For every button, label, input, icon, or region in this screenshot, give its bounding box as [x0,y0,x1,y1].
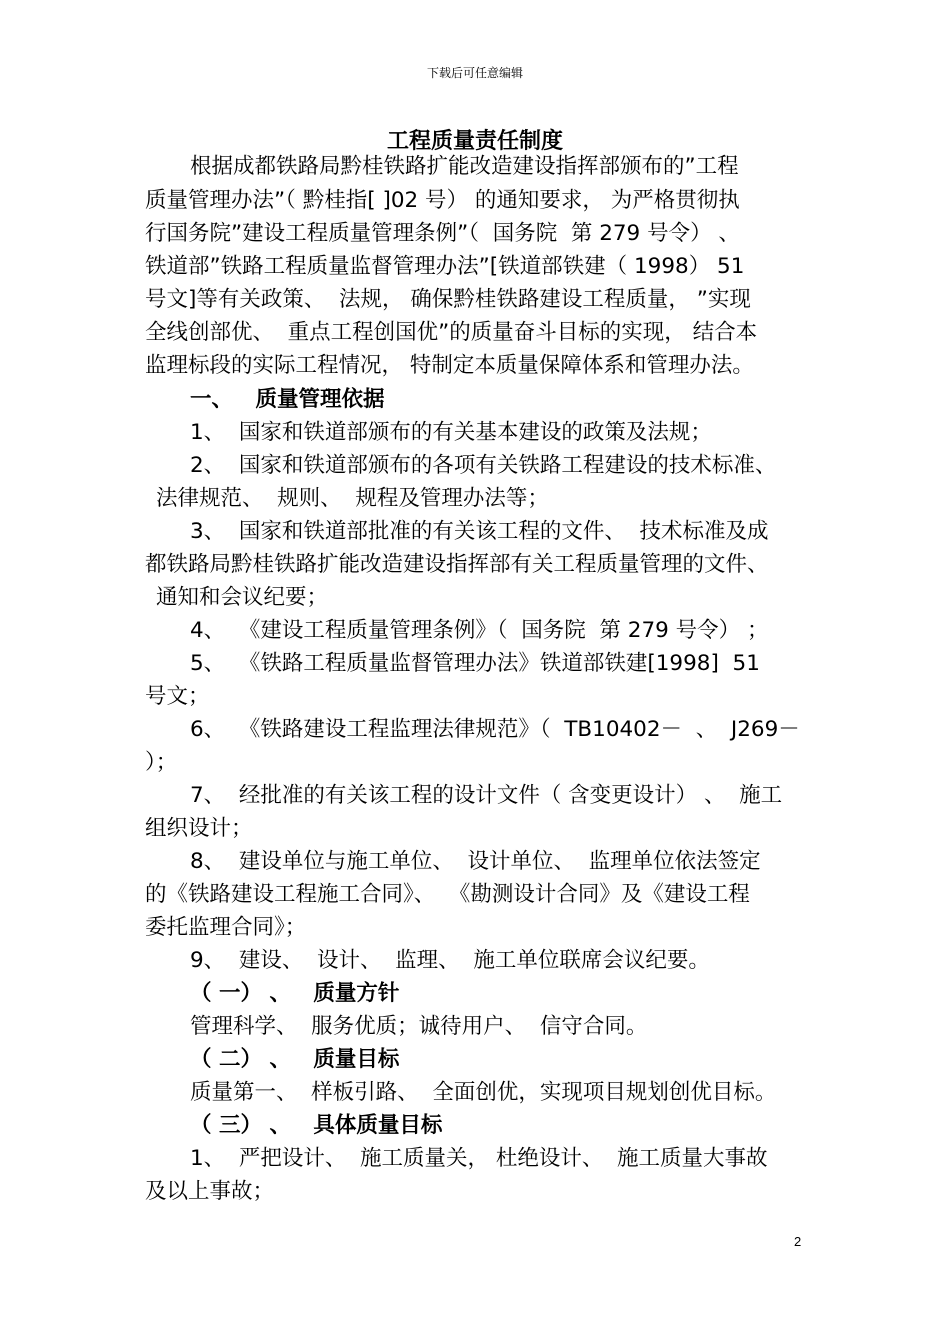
list-item-continuation: 法律规范、 规则、 规程及管理办法等； [156,486,549,511]
list-item-continuation: 都铁路局黔桂铁路扩能改造建设指挥部有关工程质量管理的文件、 [145,552,769,577]
page-number: 2 [794,1234,802,1249]
subsection-heading: （ 二） 、 质量目标 [190,1047,400,1072]
document-title: 工程质量责任制度 [386,129,563,154]
list-item: 5、 《铁路工程质量监督管理办法》铁道部铁建[1998] 51 [190,651,760,676]
list-item-continuation: 组织设计； [145,816,253,841]
list-item-continuation: 及以上事故； [145,1179,275,1204]
body-line: 全线创部优、 重点工程创国优”的质量奋斗目标的实现， 结合本 [145,320,758,345]
list-item-continuation: 的《铁路建设工程施工合同》、 《勘测设计合同》及《建设工程 [145,882,750,907]
body-line: 号文]等有关政策、 法规， 确保黔桂铁路建设工程质量， ”实现 [145,287,751,312]
list-item-continuation: 委托监理合同》； [145,915,307,940]
list-item: 2、 国家和铁道部颁布的各项有关铁路工程建设的技术标准、 [190,453,777,478]
list-item: 8、 建设单位与施工单位、 设计单位、 监理单位依法签定 [190,849,761,874]
list-item: 7、 经批准的有关该工程的设计文件（ 含变更设计） 、 施工 [190,783,783,808]
body-line: 质量管理办法”（ 黔桂指[ ]02 号） 的通知要求， 为严格贯彻执 [145,188,740,213]
list-item: 3、 国家和铁道部批准的有关该工程的文件、 技术标准及成 [190,519,769,544]
body-line: 监理标段的实际工程情况， 特制定本质量保障体系和管理办法。 [145,353,754,378]
list-item-continuation: 通知和会议纪要； [156,585,329,610]
list-item-continuation: 号文； [145,684,210,709]
section-heading: 一、 质量管理依据 [190,387,385,412]
page-header-note: 下载后可任意编辑 [426,66,523,80]
list-item: 1、 严把设计、 施工质量关， 杜绝设计、 施工质量大事故 [190,1146,768,1171]
body-line: 根据成都铁路局黔桂铁路扩能改造建设指挥部颁布的”工程 [190,154,739,179]
body-line: 铁道部”铁路工程质量监督管理办法”[铁道部铁建（ 1998） 51 [145,254,745,279]
list-item: 4、 《建设工程质量管理条例》（ 国务院 第 279 号令） ； [190,618,769,643]
body-line: 行国务院”建设工程质量管理条例”（ 国务院 第 279 号令） 、 [145,221,740,246]
list-item: 6、 《铁路建设工程监理法律规范》（ TB10402－ 、 J269－ [190,717,800,742]
body-line: 管理科学、 服务优质；诚待用户、 信守合同。 [190,1014,648,1039]
list-item: 9、 建设、 设计、 监理、 施工单位联席会议纪要。 [190,948,710,973]
list-item: 1、 国家和铁道部颁布的有关基本建设的政策及法规； [190,420,712,445]
body-line: 质量第一、 样板引路、 全面创优，实现项目规划创优目标。 [190,1080,777,1105]
subsection-heading: （ 三） 、 具体质量目标 [190,1113,443,1138]
subsection-heading: （ 一） 、 质量方针 [190,981,400,1006]
list-item-continuation: ）； [145,750,178,775]
